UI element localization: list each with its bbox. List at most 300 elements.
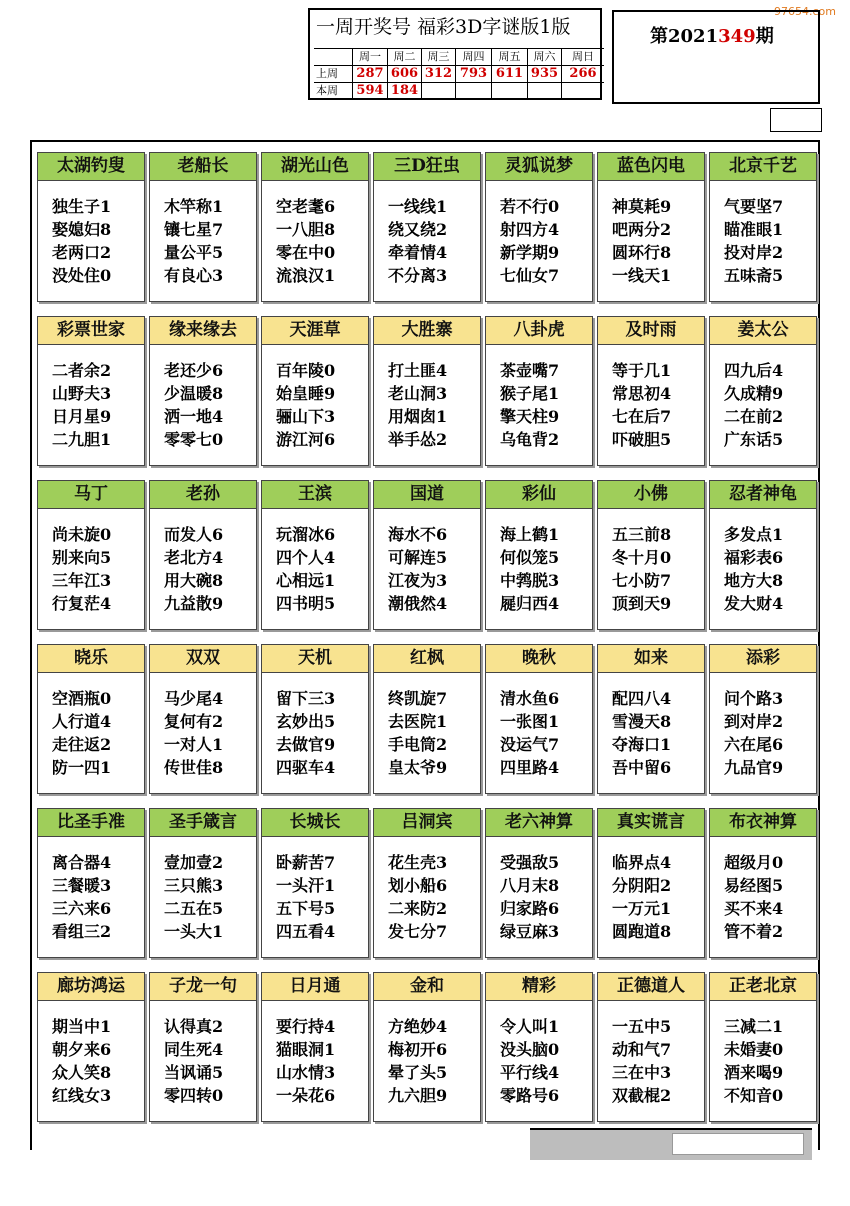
row-label: 上周 (314, 65, 352, 82)
riddle-line: 独生子1 (52, 197, 112, 216)
riddle-line: 新学期9 (500, 243, 560, 262)
riddle-line: 八月末8 (500, 876, 560, 895)
riddle-line: 江夜为3 (388, 571, 448, 590)
riddle-line: 用烟囱1 (388, 407, 448, 426)
riddle-card (373, 808, 481, 958)
riddle-line: 吧两分2 (612, 220, 672, 239)
riddle-card (485, 972, 593, 1122)
riddle-card (149, 480, 257, 630)
riddle-card (149, 152, 257, 302)
card-title: 金和 (374, 973, 480, 1001)
riddle-line: 心相远1 (276, 571, 336, 590)
watermark: 97654.com (774, 5, 836, 18)
riddle-card (485, 152, 593, 302)
riddle-line: 冬十月0 (612, 548, 672, 567)
card-title: 添彩 (710, 645, 816, 673)
riddle-line: 中鹁脱3 (500, 571, 560, 590)
riddle-line: 山野夫3 (52, 384, 112, 403)
riddle-line: 三年江3 (52, 571, 112, 590)
riddle-line: 五三前8 (612, 525, 672, 544)
card-title: 大胜寨 (374, 317, 480, 345)
riddle-line: 离合器4 (52, 853, 112, 872)
riddle-line: 海上鹤1 (500, 525, 560, 544)
riddle-card (597, 316, 705, 466)
riddle-line: 有良心3 (164, 266, 224, 285)
riddle-line: 传世佳8 (164, 758, 224, 777)
card-title: 湖光山色 (262, 153, 368, 181)
riddle-line: 认得真2 (164, 1017, 224, 1036)
riddle-line: 绿豆麻3 (500, 922, 560, 941)
card-title: 灵狐说梦 (486, 153, 592, 181)
card-title: 彩票世家 (38, 317, 144, 345)
riddle-line: 不分离3 (388, 266, 448, 285)
riddle-line: 看组三2 (52, 922, 112, 941)
riddle-line: 一张图1 (500, 712, 560, 731)
draw-number: 266 (561, 65, 604, 82)
riddle-line: 七仙女7 (500, 266, 560, 285)
riddle-line: 老两口2 (52, 243, 112, 262)
riddle-line: 用大碗8 (164, 571, 224, 590)
riddle-line: 没头脑0 (500, 1040, 560, 1059)
draw-number: 312 (421, 65, 455, 82)
draw-number: 935 (527, 65, 561, 82)
riddle-line: 游江河6 (276, 430, 336, 449)
riddle-line: 流浪汉1 (276, 266, 336, 285)
riddle-line: 朝夕来6 (52, 1040, 112, 1059)
riddle-line: 海水不6 (388, 525, 448, 544)
riddle-line: 手电筒2 (388, 735, 448, 754)
riddle-line: 一对人1 (164, 735, 224, 754)
draw-number: 611 (491, 65, 527, 82)
riddle-line: 九益散9 (164, 594, 224, 613)
riddle-card (709, 316, 817, 466)
riddle-line: 壹加壹2 (164, 853, 224, 872)
riddle-card (261, 152, 369, 302)
riddle-line: 零在中0 (276, 243, 336, 262)
riddle-line: 没处住0 (52, 266, 112, 285)
draw-number: 184 (387, 82, 421, 99)
riddle-card (485, 480, 593, 630)
riddle-card (709, 480, 817, 630)
riddle-line: 三餐暖3 (52, 876, 112, 895)
riddle-line: 多发点1 (724, 525, 784, 544)
card-title: 三D狂虫 (374, 153, 480, 181)
riddle-line: 绕又绕2 (388, 220, 448, 239)
card-lines (150, 1001, 256, 1107)
draw-number (491, 82, 527, 99)
card-title: 正老北京 (710, 973, 816, 1001)
riddle-line: 走往返2 (52, 735, 112, 754)
card-lines (374, 1001, 480, 1107)
riddle-card (261, 316, 369, 466)
card-title: 日月通 (262, 973, 368, 1001)
riddle-line: 七小防7 (612, 571, 672, 590)
riddle-line: 人行道4 (52, 712, 112, 731)
card-title: 国道 (374, 481, 480, 509)
riddle-card (597, 644, 705, 794)
riddle-card (373, 644, 481, 794)
riddle-card (597, 972, 705, 1122)
card-lines (38, 181, 144, 287)
issue-suffix: 期 (755, 26, 774, 47)
riddle-line: 广东话5 (724, 430, 784, 449)
riddle-line: 超级月0 (724, 853, 784, 872)
riddle-line: 老山洞3 (388, 384, 448, 403)
card-lines (710, 345, 816, 451)
riddle-line: 受强敌5 (500, 853, 560, 872)
riddle-line: 卧薪苦7 (276, 853, 336, 872)
riddle-line: 骊山下3 (276, 407, 336, 426)
riddle-line: 木竿称1 (164, 197, 224, 216)
card-lines (710, 509, 816, 615)
card-lines (262, 673, 368, 779)
riddle-line: 终凯旋7 (388, 689, 448, 708)
riddle-line: 复何有2 (164, 712, 224, 731)
riddle-line: 酒来喝9 (724, 1063, 784, 1082)
riddle-card (373, 480, 481, 630)
card-lines (38, 1001, 144, 1107)
riddle-line: 四驱车4 (276, 758, 336, 777)
riddle-line: 吓破胆5 (612, 430, 672, 449)
riddle-line: 若不行0 (500, 197, 560, 216)
riddle-line: 始皇睡9 (276, 384, 336, 403)
riddle-line: 同生死4 (164, 1040, 224, 1059)
card-lines (710, 673, 816, 779)
card-lines (598, 181, 704, 287)
riddle-line: 马少尾4 (164, 689, 224, 708)
riddle-line: 三只熊3 (164, 876, 224, 895)
riddle-line: 九六胆9 (388, 1086, 448, 1105)
riddle-line: 茶壶嘴7 (500, 361, 560, 380)
riddle-line: 洒一地4 (164, 407, 224, 426)
last-week-row (314, 65, 604, 82)
riddle-line: 空老耄6 (276, 197, 336, 216)
riddle-line: 百年陵0 (276, 361, 336, 380)
draw-number: 594 (352, 82, 387, 99)
riddle-line: 二九胆1 (52, 430, 112, 449)
card-lines (150, 837, 256, 943)
riddle-line: 零零七0 (164, 430, 224, 449)
riddle-card (373, 152, 481, 302)
riddle-line: 令人叫1 (500, 1017, 560, 1036)
riddle-line: 一五中5 (612, 1017, 672, 1036)
riddle-line: 未婚妻0 (724, 1040, 784, 1059)
riddle-line: 山水情3 (276, 1063, 336, 1082)
corner-cell (314, 48, 352, 65)
riddle-line: 九品官9 (724, 758, 784, 777)
riddle-card (373, 972, 481, 1122)
riddle-line: 一头汗1 (276, 876, 336, 895)
card-lines (486, 181, 592, 287)
card-title: 如来 (598, 645, 704, 673)
card-lines (38, 345, 144, 451)
card-lines (374, 345, 480, 451)
riddle-line: 当讽诵5 (164, 1063, 224, 1082)
riddle-line: 牵着情4 (388, 243, 448, 262)
card-title: 红枫 (374, 645, 480, 673)
card-title: 天机 (262, 645, 368, 673)
riddle-line: 花生壳3 (388, 853, 448, 872)
riddle-line: 猴子尾1 (500, 384, 560, 403)
riddle-card (709, 152, 817, 302)
card-lines (374, 509, 480, 615)
riddle-line: 老还少6 (164, 361, 224, 380)
card-title: 布衣神算 (710, 809, 816, 837)
riddle-line: 期当中1 (52, 1017, 112, 1036)
riddle-line: 四里路4 (500, 758, 560, 777)
riddle-card (709, 644, 817, 794)
riddle-line: 留下三3 (276, 689, 336, 708)
card-lines (598, 509, 704, 615)
riddle-line: 投对岸2 (724, 243, 784, 262)
riddle-line: 皇太爷9 (388, 758, 448, 777)
riddle-line: 众人笑8 (52, 1063, 112, 1082)
riddle-line: 晕了头5 (388, 1063, 448, 1082)
card-lines (262, 509, 368, 615)
riddle-card (37, 316, 145, 466)
riddle-line: 圆跑道8 (612, 922, 672, 941)
issue-prefix: 第2021 (650, 26, 719, 47)
riddle-line: 问个路3 (724, 689, 784, 708)
issue-id: 349 (718, 26, 756, 47)
card-lines (374, 837, 480, 943)
riddle-line: 双截棍2 (612, 1086, 672, 1105)
riddle-card (149, 972, 257, 1122)
riddle-line: 发大财4 (724, 594, 784, 613)
riddle-line: 发七分7 (388, 922, 448, 941)
card-title: 圣手箴言 (150, 809, 256, 837)
riddle-line: 吾中留6 (612, 758, 672, 777)
riddle-card (37, 644, 145, 794)
day-label: 周三 (421, 48, 455, 65)
card-lines (262, 1001, 368, 1107)
draw-number (421, 82, 455, 99)
draw-number: 287 (352, 65, 387, 82)
riddle-line: 分阴阳2 (612, 876, 672, 895)
riddle-card (261, 480, 369, 630)
weekly-draw-table (308, 8, 602, 100)
card-lines (710, 1001, 816, 1107)
issue-box (612, 10, 820, 104)
card-lines (38, 673, 144, 779)
riddle-line: 射四方4 (500, 220, 560, 239)
riddle-line: 屣归西4 (500, 594, 560, 613)
card-lines (262, 181, 368, 287)
riddle-line: 归家路6 (500, 899, 560, 918)
riddle-line: 一头大1 (164, 922, 224, 941)
riddle-card (597, 152, 705, 302)
riddle-card (37, 152, 145, 302)
card-title: 吕洞宾 (374, 809, 480, 837)
riddle-card (373, 316, 481, 466)
riddle-line: 临界点4 (612, 853, 672, 872)
card-title: 双双 (150, 645, 256, 673)
riddle-card (261, 808, 369, 958)
riddle-line: 老北方4 (164, 548, 224, 567)
riddle-line: 瞄准眼1 (724, 220, 784, 239)
riddle-line: 七在后7 (612, 407, 672, 426)
riddle-card (37, 480, 145, 630)
card-lines (374, 181, 480, 287)
card-title: 及时雨 (598, 317, 704, 345)
riddle-line: 日月星9 (52, 407, 112, 426)
card-title: 马丁 (38, 481, 144, 509)
riddle-card (149, 316, 257, 466)
riddle-line: 夺海口1 (612, 735, 672, 754)
riddle-line: 福彩表6 (724, 548, 784, 567)
row-label: 本周 (314, 82, 352, 99)
card-title: 缘来缘去 (150, 317, 256, 345)
riddle-grid (37, 152, 817, 1122)
riddle-line: 四九后4 (724, 361, 784, 380)
card-title: 晚秋 (486, 645, 592, 673)
riddle-card (597, 480, 705, 630)
riddle-line: 常思初4 (612, 384, 672, 403)
riddle-line: 玩溜冰6 (276, 525, 336, 544)
riddle-line: 空酒瓶0 (52, 689, 112, 708)
riddle-line: 一线线1 (388, 197, 448, 216)
card-lines (598, 345, 704, 451)
card-lines (598, 837, 704, 943)
riddle-line: 擎天柱9 (500, 407, 560, 426)
card-title: 王滨 (262, 481, 368, 509)
card-lines (486, 509, 592, 615)
card-title: 彩仙 (486, 481, 592, 509)
card-lines (38, 509, 144, 615)
riddle-line: 一朵花6 (276, 1086, 336, 1105)
riddle-line: 二五在5 (164, 899, 224, 918)
riddle-line: 动和气7 (612, 1040, 672, 1059)
riddle-line: 划小船6 (388, 876, 448, 895)
card-lines (710, 181, 816, 287)
riddle-line: 管不着2 (724, 922, 784, 941)
card-lines (150, 673, 256, 779)
riddle-line: 到对岸2 (724, 712, 784, 731)
corner-box (770, 108, 822, 132)
card-lines (598, 673, 704, 779)
riddle-line: 打土匪4 (388, 361, 448, 380)
card-title: 老六神算 (486, 809, 592, 837)
riddle-line: 量公平5 (164, 243, 224, 262)
card-title: 老孙 (150, 481, 256, 509)
riddle-line: 不知音0 (724, 1086, 784, 1105)
riddle-line: 五下号5 (276, 899, 336, 918)
riddle-line: 久成精9 (724, 384, 784, 403)
riddle-line: 二来防2 (388, 899, 448, 918)
riddle-line: 猫眼洞1 (276, 1040, 336, 1059)
days-header-row (314, 48, 604, 65)
riddle-card (485, 316, 593, 466)
card-title: 长城长 (262, 809, 368, 837)
draw-number: 606 (387, 65, 421, 82)
draw-number (455, 82, 491, 99)
riddle-card (597, 808, 705, 958)
card-title: 比圣手准 (38, 809, 144, 837)
riddle-line: 零四转0 (164, 1086, 224, 1105)
riddle-line: 娶媳妇8 (52, 220, 112, 239)
card-lines (374, 673, 480, 779)
card-lines (486, 345, 592, 451)
card-lines (150, 181, 256, 287)
riddle-line: 没运气7 (500, 735, 560, 754)
riddle-line: 乌龟背2 (500, 430, 560, 449)
riddle-line: 气要坚7 (724, 197, 784, 216)
footer-box (672, 1133, 804, 1155)
card-lines (150, 345, 256, 451)
riddle-line: 潮俄然4 (388, 594, 448, 613)
riddle-line: 玄妙出5 (276, 712, 336, 731)
day-label: 周六 (527, 48, 561, 65)
riddle-line: 零路号6 (500, 1086, 560, 1105)
riddle-line: 清水鱼6 (500, 689, 560, 708)
draw-number (527, 82, 561, 99)
riddle-line: 圆环行8 (612, 243, 672, 262)
card-title: 八卦虎 (486, 317, 592, 345)
riddle-card (149, 644, 257, 794)
draw-number (561, 82, 604, 99)
riddle-line: 买不来4 (724, 899, 784, 918)
riddle-line: 二者余2 (52, 361, 112, 380)
riddle-line: 等于几1 (612, 361, 672, 380)
this-week-row (314, 82, 604, 99)
card-title: 老船长 (150, 153, 256, 181)
riddle-line: 五味斋5 (724, 266, 784, 285)
riddle-card (709, 972, 817, 1122)
riddle-line: 可解连5 (388, 548, 448, 567)
riddle-line: 去做官9 (276, 735, 336, 754)
riddle-line: 少温暖8 (164, 384, 224, 403)
riddle-line: 防一四1 (52, 758, 112, 777)
card-lines (262, 837, 368, 943)
riddle-line: 雪漫天8 (612, 712, 672, 731)
card-lines (486, 1001, 592, 1107)
riddle-card (709, 808, 817, 958)
issue-number (650, 22, 774, 48)
riddle-line: 四书明5 (276, 594, 336, 613)
riddle-card (37, 972, 145, 1122)
riddle-line: 顶到天9 (612, 594, 672, 613)
card-title: 姜太公 (710, 317, 816, 345)
riddle-line: 二在前2 (724, 407, 784, 426)
card-lines (38, 837, 144, 943)
day-label: 周日 (561, 48, 604, 65)
riddle-line: 方绝妙4 (388, 1017, 448, 1036)
card-title: 子龙一句 (150, 973, 256, 1001)
riddle-card (485, 644, 593, 794)
riddle-line: 易经图5 (724, 876, 784, 895)
day-label: 周四 (455, 48, 491, 65)
riddle-line: 一八胆8 (276, 220, 336, 239)
riddle-line: 配四八4 (612, 689, 672, 708)
card-lines (150, 509, 256, 615)
card-title: 晓乐 (38, 645, 144, 673)
riddle-line: 三在中3 (612, 1063, 672, 1082)
riddle-line: 四个人4 (276, 548, 336, 567)
card-title: 精彩 (486, 973, 592, 1001)
card-title: 真实谎言 (598, 809, 704, 837)
card-lines (486, 837, 592, 943)
schedule-grid (314, 48, 604, 99)
riddle-line: 行复茫4 (52, 594, 112, 613)
riddle-card (149, 808, 257, 958)
card-title: 太湖钓叟 (38, 153, 144, 181)
card-lines (262, 345, 368, 451)
riddle-line: 镶七星7 (164, 220, 224, 239)
card-title: 廊坊鸿运 (38, 973, 144, 1001)
day-label: 周一 (352, 48, 387, 65)
riddle-line: 地方大8 (724, 571, 784, 590)
riddle-line: 平行线4 (500, 1063, 560, 1082)
